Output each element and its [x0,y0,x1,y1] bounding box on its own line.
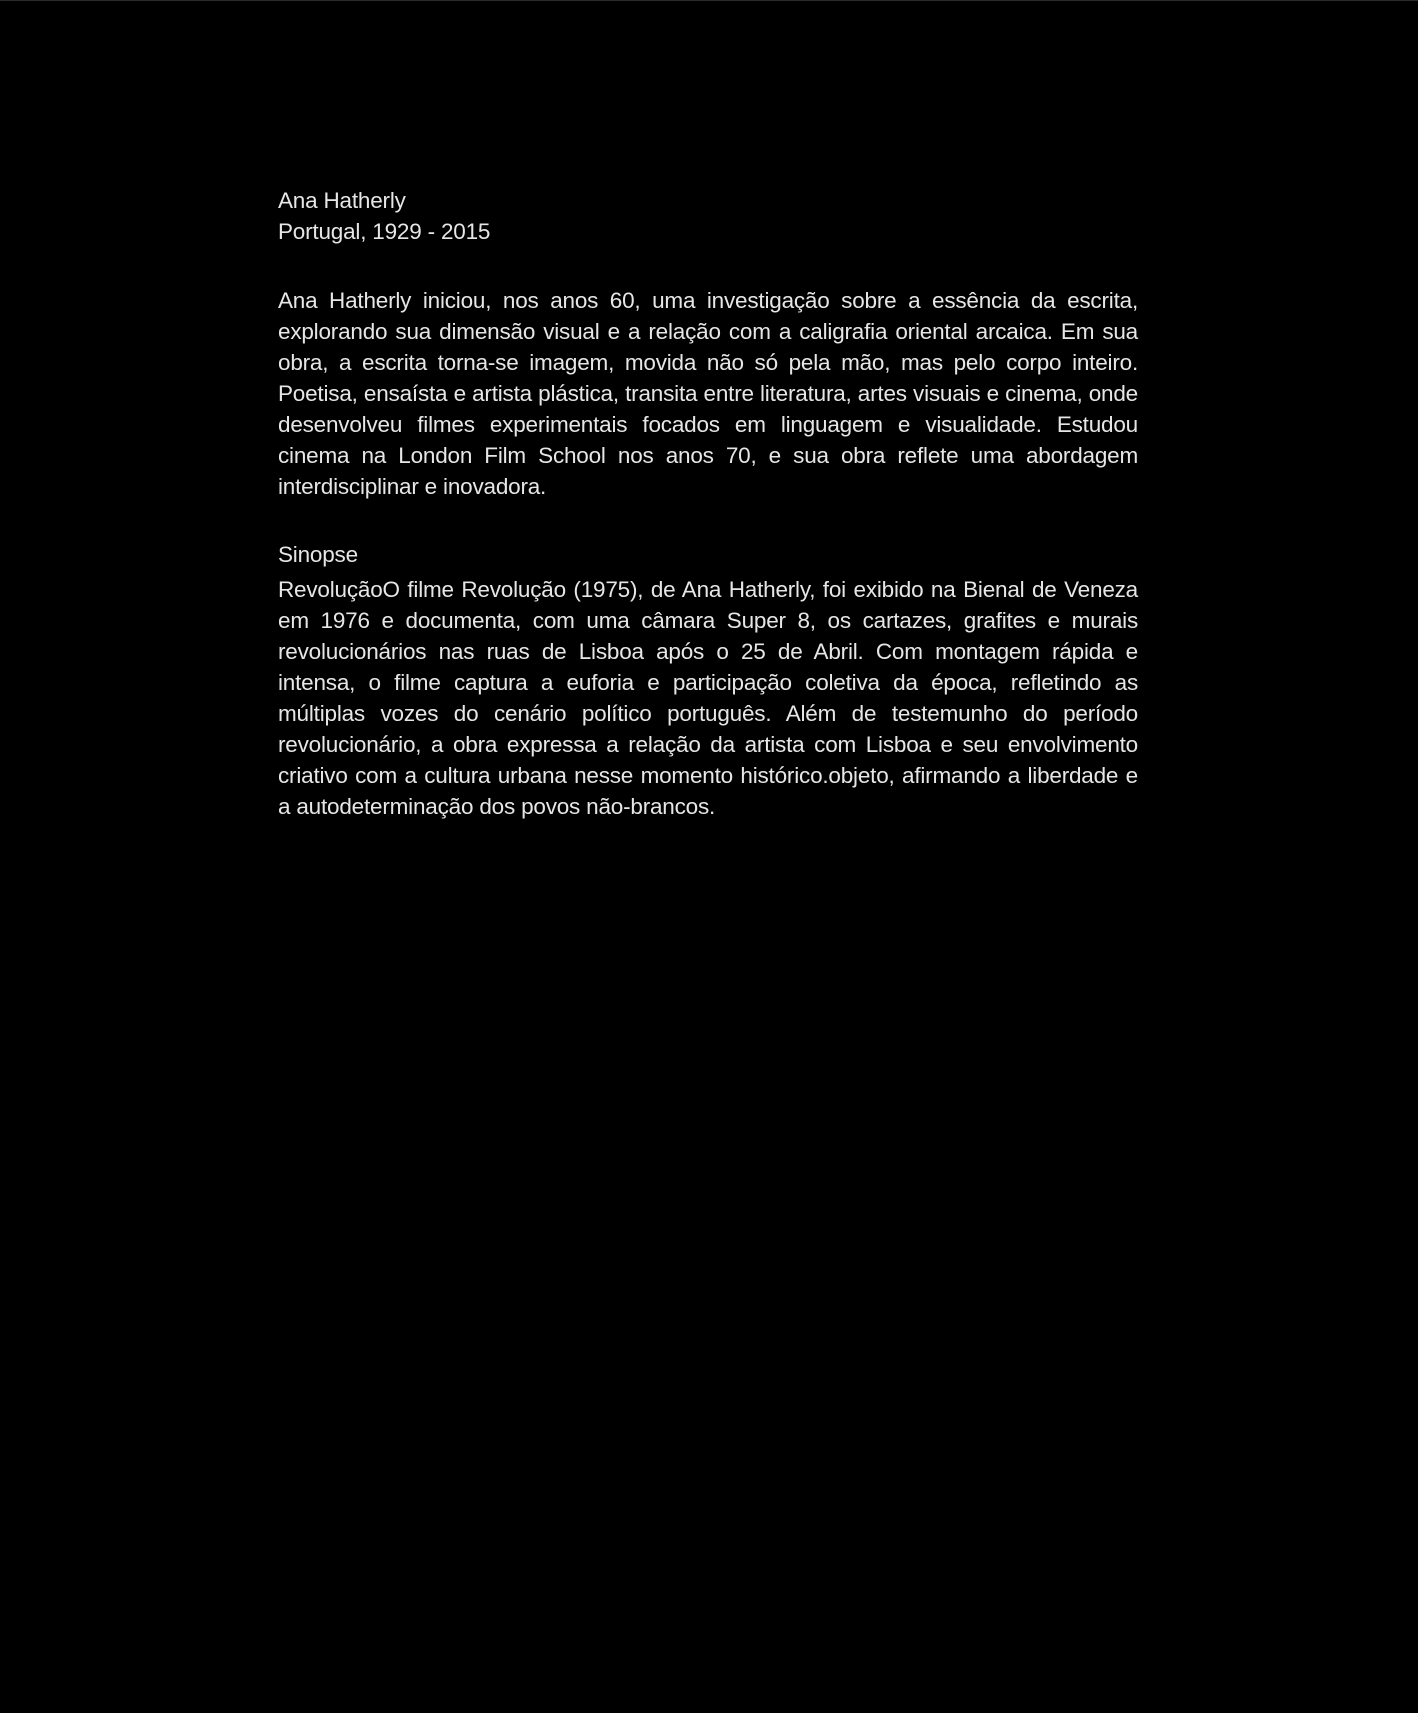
synopsis-text: RevoluçãoO filme Revolução (1975), de Ana Hatherly, foi exibido na Bienal de Veneza em 1976 e documenta, com uma câmara Super 8, os cartazes, grafites e murais revolucionários nas ruas de Lisboa após o 25 de Abril. Com montagem rápida e intensa, o filme captura a euforia e participação coletiva da época, refletindo as múltiplas vozes do cenário político português. Além de testemunho do período revolucionário, a obra expressa a relação da artista com Lisboa e seu envolvimento criativo com a cultura urbana nesse momento histórico.objeto, afirmando a liberdade e a autodeterminação dos povos não-brancos. [278,577,1138,819]
synopsis-heading: Sinopse [278,542,358,567]
synopsis-section [278,539,1138,822]
artist-bio: Ana Hatherly iniciou, nos anos 60, uma investigação sobre a essência da escrita, explorando sua dimensão visual e a relação com a caligrafia oriental arcaica. Em sua obra, a escrita torna-se imagem, movida não só pela mão, mas pelo corpo inteiro. Poetisa, ensaísta e artista plástica, transita entre literatura, artes visuais e cinema, onde desenvolveu filmes experimentais focados em linguagem e visualidade. Estudou cinema na London Film School nos anos 70, e sua obra reflete uma abordagem interdisciplinar e inovadora. [278,288,1138,499]
artist-name: Ana Hatherly [278,188,406,213]
artist-origin: Portugal, 1929 - 2015 [278,219,491,244]
content-column [278,185,1138,822]
